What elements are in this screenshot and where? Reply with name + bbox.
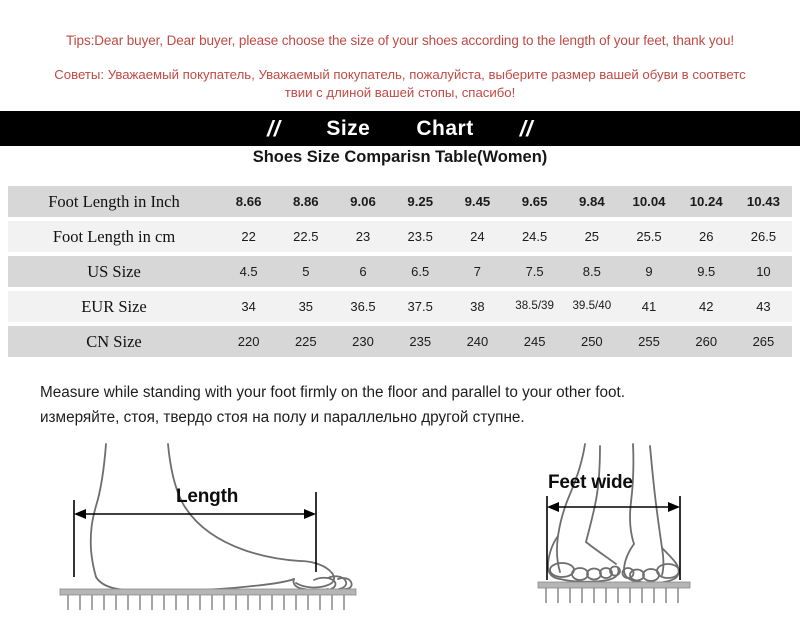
table-cell: 26 xyxy=(698,229,714,244)
table-cell: 9.5 xyxy=(697,264,716,279)
table-cell: 9.25 xyxy=(407,194,434,209)
banner-word-chart: Chart xyxy=(416,116,474,140)
table-title: Shoes Size Comparisn Table(Women) xyxy=(252,148,548,166)
table-cell: 9 xyxy=(645,264,653,279)
table-cell: 22.5 xyxy=(293,229,319,244)
row-cells-us-size xyxy=(220,264,792,279)
measurement-note xyxy=(40,380,770,430)
table-cell: 10.04 xyxy=(632,194,666,209)
table-cell: 22 xyxy=(241,229,256,244)
table-cell: 34 xyxy=(241,299,256,314)
table-cell: 9.06 xyxy=(350,194,376,209)
row-cells-foot-length-inch xyxy=(220,194,792,209)
row-cells-cn-size xyxy=(220,334,792,349)
banner-slash-right: // xyxy=(519,115,533,141)
table-cell: 245 xyxy=(523,334,546,349)
table-cell: 6 xyxy=(359,264,367,279)
table-cell: 10.24 xyxy=(689,194,723,209)
table-cell: 35 xyxy=(298,299,314,314)
row-label-eur-size: EUR Size xyxy=(81,296,147,316)
table-row xyxy=(8,326,792,357)
table-row xyxy=(8,291,792,322)
table-cell: 10 xyxy=(756,264,771,279)
table-cell: 23 xyxy=(355,229,371,244)
row-label-foot-length-cm: Foot Length in cm xyxy=(52,226,176,246)
table-cell: 250 xyxy=(580,334,603,349)
table-cell: 6.5 xyxy=(411,264,430,279)
table-cell: 220 xyxy=(237,334,260,349)
table-cell: 225 xyxy=(294,334,317,349)
row-cells-foot-length-cm xyxy=(220,229,792,244)
table-row xyxy=(8,221,792,252)
row-cells-eur-size xyxy=(220,299,792,314)
row-label-us-size: US Size xyxy=(87,261,141,281)
foot-side-view-icon xyxy=(48,432,428,630)
table-cell: 9.84 xyxy=(578,194,605,209)
table-cell: 38 xyxy=(470,299,485,314)
foot-length-diagram xyxy=(48,432,428,630)
table-cell: 255 xyxy=(638,334,660,349)
row-label-foot-length-inch: Foot Length in Inch xyxy=(48,191,180,211)
feet-width-diagram xyxy=(500,432,785,630)
measurement-note-english: Measure while standing with your foot firmly on the floor and parallel to your other foot. xyxy=(40,384,625,401)
measurement-diagrams xyxy=(0,432,800,630)
feet-front-view-icon xyxy=(500,432,785,630)
table-cell: 7.5 xyxy=(525,264,544,279)
banner-slash-left: // xyxy=(267,115,281,141)
table-cell: 235 xyxy=(409,334,432,349)
table-row xyxy=(8,256,792,287)
table-cell: 260 xyxy=(695,334,718,349)
size-comparison-table xyxy=(8,186,792,361)
size-chart-banner xyxy=(0,111,800,146)
table-cell: 230 xyxy=(352,334,374,349)
measurement-note-russian: измеряйте, стоя, твердо стоя на полу и параллельно другой ступне. xyxy=(40,409,525,426)
table-cell: 38.5/39 xyxy=(515,299,554,312)
tips-russian xyxy=(0,49,800,102)
tips-russian-line2: твии с длиной вашей стопы, спасибо! xyxy=(284,85,516,100)
table-row xyxy=(8,186,792,217)
table-cell: 5 xyxy=(302,264,310,279)
row-label-cn-size: CN Size xyxy=(86,331,142,351)
table-cell: 265 xyxy=(752,334,775,349)
table-cell: 8.5 xyxy=(582,264,601,279)
table-cell: 25.5 xyxy=(636,229,662,244)
table-cell: 41 xyxy=(641,299,657,314)
table-cell: 25 xyxy=(584,229,600,244)
table-cell: 4.5 xyxy=(239,264,258,279)
table-cell: 43 xyxy=(756,299,771,314)
table-cell: 24.5 xyxy=(521,229,548,244)
table-cell: 9.65 xyxy=(521,194,548,209)
length-dimension-label: Length xyxy=(176,486,239,507)
table-cell: 8.66 xyxy=(235,194,262,209)
tips-english: Tips:Dear buyer, Dear buyer, please choose the size of your shoes according to the length of your feet, thank you! xyxy=(66,33,734,48)
table-cell: 37.5 xyxy=(407,299,433,314)
banner-word-size: Size xyxy=(326,116,371,140)
table-cell: 10.43 xyxy=(746,194,780,209)
tips-block xyxy=(0,0,800,102)
table-cell: 24 xyxy=(470,229,485,244)
table-cell: 8.86 xyxy=(292,194,319,209)
feet-wide-dimension-label: Feet wide xyxy=(548,472,633,493)
table-cell: 240 xyxy=(466,334,489,349)
tips-russian-line1: Советы: Уважаемый покупатель, Уважаемый покупатель, пожалуйста, выберите размер вашей обуви в соответс xyxy=(54,67,746,82)
table-cell: 7 xyxy=(473,264,482,279)
table-cell: 23.5 xyxy=(407,229,433,244)
table-cell: 9.45 xyxy=(464,194,491,209)
table-cell: 26.5 xyxy=(750,229,777,244)
table-cell: 36.5 xyxy=(350,299,376,314)
table-cell: 39.5/40 xyxy=(572,299,612,312)
table-cell: 42 xyxy=(698,299,714,314)
